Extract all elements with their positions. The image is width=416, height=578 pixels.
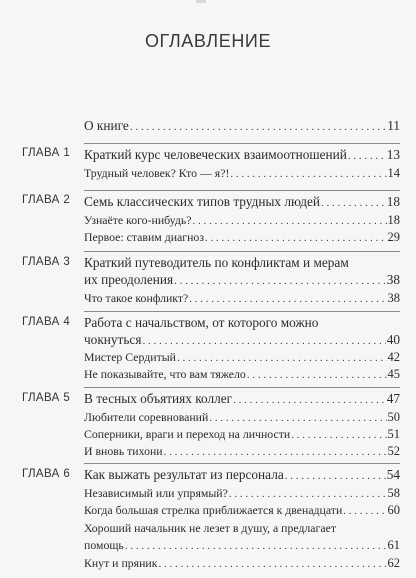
toc-sub-entry[interactable] <box>84 291 400 306</box>
toc-entry-page: 52 <box>387 444 400 458</box>
toc-entry-title: Кнут и пряник <box>84 556 158 570</box>
toc-chapter-title-line1[interactable]: Краткий путеводитель по конфликтам и мерам <box>84 255 349 270</box>
toc-entry-title: Мистер Сердитый <box>84 350 176 364</box>
toc-sub-entry[interactable] <box>84 213 400 228</box>
toc-entry-title: И вновь тихони <box>84 444 163 458</box>
toc-entry-page: 38 <box>387 291 400 305</box>
chapter-label: ГЛАВА 1 <box>22 147 71 159</box>
chapter-divider <box>84 311 400 312</box>
toc-sub-title-line1[interactable]: Хороший начальник не лезет в душу, а предлагает <box>84 521 337 535</box>
toc-entry-title: Узнаёте кого-нибудь? <box>84 213 192 227</box>
toc-entry-page: 42 <box>387 350 400 364</box>
toc-entry-page: 18 <box>387 213 400 227</box>
toc-entry-page: 11 <box>387 118 400 133</box>
leader-dots <box>189 293 386 305</box>
toc-sub-entry[interactable] <box>84 367 400 382</box>
toc-chapter-entry[interactable] <box>84 332 400 348</box>
toc-entry-title: Как выжать результат из персонала <box>84 467 284 482</box>
leader-dots <box>348 150 386 162</box>
leader-dots <box>343 505 386 517</box>
leader-dots <box>321 197 386 209</box>
chapter-divider <box>84 387 400 388</box>
leader-dots <box>158 558 386 570</box>
toc-entry-page: 60 <box>387 503 400 517</box>
toc-entry-title: Первое: ставим диагноз <box>84 230 204 244</box>
chapter-divider <box>84 463 400 464</box>
toc-entry-title: В тесных объятиях коллег <box>84 391 233 406</box>
toc-entry-page: 58 <box>387 486 400 500</box>
leader-dots <box>229 488 387 500</box>
toc-chapter-entry[interactable] <box>84 194 400 210</box>
toc-entry-page: 51 <box>387 427 400 441</box>
toc-entry-title: Не показывайте, что вам тяжело <box>84 367 246 381</box>
toc-chapter-entry[interactable] <box>84 272 400 288</box>
toc-sub-entry[interactable] <box>84 410 400 425</box>
leader-dots <box>164 446 387 458</box>
toc-entry-page: 18 <box>386 194 400 209</box>
toc-entry-page: 45 <box>387 367 400 381</box>
leader-dots <box>205 232 387 244</box>
toc-entry-about-book[interactable] <box>84 118 400 134</box>
toc-entry-title: О книге <box>84 118 129 133</box>
toc-entry-page: 61 <box>387 538 400 552</box>
leader-dots <box>130 121 386 133</box>
toc-chapter-entry[interactable] <box>84 467 400 483</box>
toc-entry-page: 13 <box>386 147 400 162</box>
toc-chapter-entry[interactable] <box>84 147 400 163</box>
leader-dots <box>233 394 386 406</box>
toc-sub-entry[interactable] <box>84 230 400 245</box>
toc-sub-entry[interactable] <box>84 538 400 553</box>
toc-sub-entry[interactable] <box>84 486 400 501</box>
leader-dots <box>291 429 386 441</box>
leader-dots <box>174 275 386 287</box>
toc-entry-page: 40 <box>386 332 400 347</box>
toc-sub-entry[interactable] <box>84 444 400 459</box>
toc-entry-page: 38 <box>386 272 400 287</box>
toc-entry-page: 47 <box>386 391 400 406</box>
chapter-label: ГЛАВА 2 <box>22 194 71 206</box>
chapter-label: ГЛАВА 4 <box>22 316 71 328</box>
page-title: ОГЛАВЛЕНИЕ <box>144 31 272 51</box>
toc-entry-title: Когда большая стрелка приближается к двенадцати <box>84 503 343 517</box>
toc-chapter-title-line1[interactable]: Работа с начальством, от которого можно <box>84 315 319 330</box>
toc-entry-title: Соперники, враги и переход на личности <box>84 427 291 441</box>
leader-dots <box>125 540 387 552</box>
toc-entry-page: 62 <box>387 556 400 570</box>
toc-entry-title: помощь <box>84 538 124 552</box>
page-edge-mark <box>196 0 206 3</box>
toc-sub-entry[interactable] <box>84 166 400 181</box>
toc-entry-title: Независимый или упрямый? <box>84 486 228 500</box>
toc-entry-page: 29 <box>387 230 400 244</box>
toc-entry-page: 14 <box>387 166 400 180</box>
toc-entry-page: 54 <box>386 467 400 482</box>
toc-entry-title: чокнуться <box>84 332 142 347</box>
chapter-divider <box>84 143 400 144</box>
leader-dots <box>142 335 385 347</box>
toc-entry-title: Трудный человек? Кто — я?! <box>84 166 230 180</box>
leader-dots <box>209 412 386 424</box>
toc-sub-entry[interactable] <box>84 427 400 442</box>
toc-chapter-entry[interactable] <box>84 391 400 407</box>
leader-dots <box>247 369 387 381</box>
toc-sub-entry[interactable] <box>84 350 400 365</box>
leader-dots <box>230 168 386 180</box>
toc-entry-title: Семь классических типов трудных людей <box>84 194 321 209</box>
toc-sub-entry[interactable] <box>84 556 400 571</box>
leader-dots <box>285 470 386 482</box>
toc-entry-title: Что такое конфликт? <box>84 291 189 305</box>
toc-sub-entry[interactable] <box>84 503 400 518</box>
toc-entry-title: Краткий курс человеческих взаимоотношений <box>84 147 347 162</box>
chapter-label: ГЛАВА 3 <box>22 256 71 268</box>
toc-entry-title: Любители соревнований <box>84 410 209 424</box>
chapter-divider <box>84 251 400 252</box>
leader-dots <box>177 352 387 364</box>
toc-entry-title: их преодоления <box>84 272 174 287</box>
chapter-divider <box>84 190 400 191</box>
chapter-label: ГЛАВА 6 <box>22 468 71 480</box>
leader-dots <box>192 215 386 227</box>
chapter-label: ГЛАВА 5 <box>22 392 71 404</box>
toc-entry-page: 50 <box>387 410 400 424</box>
